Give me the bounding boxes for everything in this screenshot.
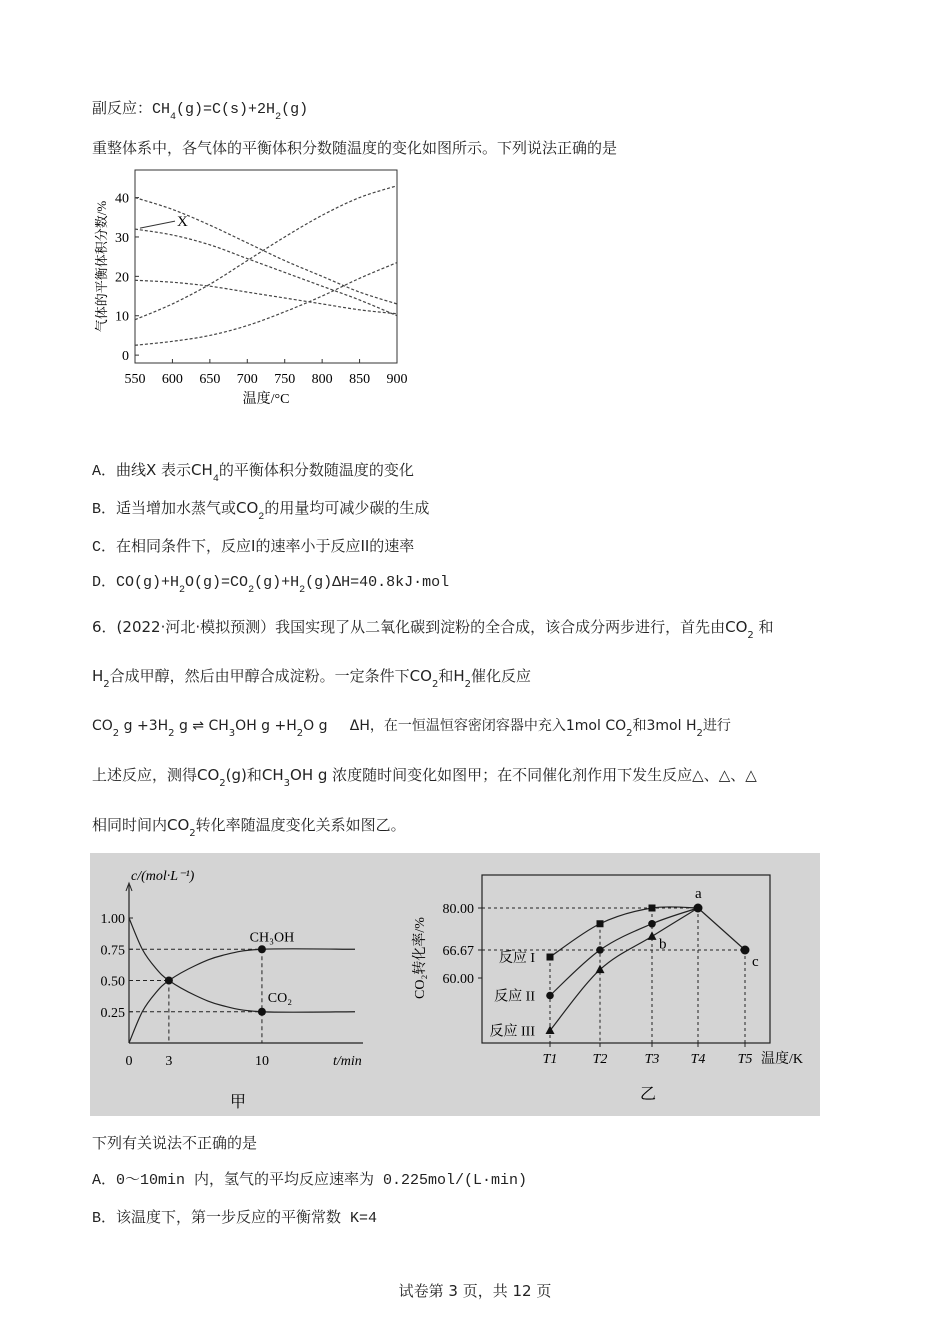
y-tick-label: 10 (115, 309, 129, 325)
plot-frame (135, 170, 397, 363)
marker-triangle (596, 965, 605, 974)
series-label-ch3oh: CH₃OH (249, 930, 295, 946)
option-d: D．$CO(g)+H_2O(g)=CO_2(g)+H_2(g)\Delta H=40.8kJ\cdot mol$ (92, 574, 450, 596)
y-tick-label: 1.00 (100, 912, 125, 927)
series-line-0-drop (698, 908, 745, 950)
marker-circle (596, 946, 604, 954)
x-tick-label: 600 (161, 372, 183, 387)
data-point (258, 945, 266, 953)
x-tick-label: 10 (254, 1054, 269, 1069)
marker-circle (546, 992, 554, 1000)
series-line-2 (550, 908, 698, 1031)
y-tick-label: 80.00 (442, 902, 474, 917)
x-tick-label: T1 (542, 1052, 558, 1067)
figure-panel (90, 853, 820, 1116)
y-tick-label: 20 (115, 270, 129, 286)
series-line-0 (129, 949, 355, 1043)
y-axis-title: CO₂转化率/% (413, 917, 428, 999)
series-label: 反应 I (498, 951, 535, 967)
y-tick-label: 40 (115, 191, 129, 207)
option-c: C．在相同条件下，反应I的速率小于反应II的速率 (92, 537, 415, 556)
q6-line5: 相同时间内$CO_2$转化率随温度变化关系如图乙。 (92, 816, 406, 839)
side-reaction: 副反应：$CH_4(g)=C(s)+2H_2(g)$ (92, 99, 309, 123)
equilibrium-fraction-chart (90, 165, 420, 410)
series-line-s4 (135, 280, 397, 313)
x-tick-label: 650 (199, 372, 221, 387)
chart-title: 乙 (639, 1086, 657, 1103)
data-point (258, 1008, 266, 1016)
q6-line2: $H_2$合成甲醇，然后由甲醇合成淀粉。一定条件下$CO_2$和$H_2$催化反应 (92, 667, 531, 690)
q6-line3: $CO_2$ $g +3H_2$ g ⇌ $CH_3OH$ $g +H_2O$ g ΔH，在一恒温恒容密闭容器中充入1mol $CO_2$和3mol $H_2$进行 (92, 718, 731, 739)
x-tick-label: 850 (349, 372, 371, 387)
y-axis-title: c/(mol·L⁻¹) (131, 869, 195, 884)
x-axis-title: t/min (333, 1054, 362, 1069)
series-label: 反应 II (494, 989, 535, 1005)
series-label: 反应 III (489, 1024, 535, 1040)
x-tick-label: T5 (737, 1052, 753, 1067)
marker-triangle (648, 931, 657, 940)
option-b: B．适当增加水蒸气或$CO_2$的用量均可减少碳的生成 (92, 499, 430, 523)
marker-square (597, 920, 604, 927)
chart-title: 甲 (229, 1094, 247, 1111)
data-point (165, 977, 173, 985)
q6-line4: 上述反应，测得$CO_2(g)$和$CH_3OH$ g 浓度随时间变化如图甲；在不同催化剂作用下发生反应△、△、△ (92, 766, 757, 789)
x-tick-label: 900 (386, 372, 408, 387)
x-tick-label: 800 (311, 372, 333, 387)
y-tick-label: 60.00 (442, 972, 474, 987)
series-line-0 (550, 907, 698, 957)
y-axis-title: 气体的平衡体积分数/% (94, 200, 109, 333)
question-2: 下列有关说法不正确的是 (92, 1134, 258, 1152)
annotation-leader (140, 221, 175, 228)
option-a: A．曲线X 表示$CH_4$的平衡体积分数随温度的变化 (92, 461, 414, 485)
page-footer: 试卷第 3 页，共 12 页 (398, 1282, 552, 1300)
point-c (741, 946, 750, 955)
point-label-b: b (659, 936, 667, 953)
x-tick-label: T3 (644, 1052, 660, 1067)
series-label-co2: CO₂ (267, 990, 293, 1006)
y-tick-label: 66.67 (442, 944, 474, 959)
conversion-temperature-chart (400, 853, 820, 1116)
x-axis-title: 温度/°C (242, 392, 290, 407)
point-label-c: c (752, 954, 759, 970)
curve-x-label: X (177, 214, 188, 231)
point-a (694, 904, 703, 913)
option2-b: B．该温度下，第一步反应的平衡常数 K=4 (92, 1210, 378, 1227)
x-tick-label: 750 (274, 372, 296, 387)
concentration-time-chart (90, 853, 390, 1116)
x-axis-title: 温度/K (761, 1052, 803, 1067)
series-line-1 (129, 918, 355, 1012)
y-tick-label: 0.25 (100, 1005, 125, 1021)
x-tick-label: 0 (125, 1054, 133, 1069)
marker-circle (648, 920, 656, 928)
x-tick-label: 3 (165, 1054, 173, 1069)
x-tick-label: 550 (124, 372, 146, 387)
y-tick-label: 0.50 (100, 974, 125, 990)
x-tick-label: T4 (690, 1052, 706, 1067)
y-tick-label: 0.75 (100, 943, 125, 959)
option2-a: A．0～10min 内，氢气的平均反应速率为 0.225mol/(L·min) (92, 1172, 528, 1189)
y-tick-label: 30 (115, 230, 129, 246)
marker-square (649, 905, 656, 912)
point-label-a: a (695, 886, 702, 902)
series-line-s5 (135, 263, 397, 346)
marker-square (547, 954, 554, 961)
q6-line1: 6．(2022·河北·模拟预测）我国实现了从二氧化碳到淀粉的全合成，该合成分两步进行，首先由$CO_2$ 和 (92, 618, 774, 641)
series-line-s2 (135, 198, 397, 304)
x-tick-label: T2 (592, 1052, 608, 1067)
series-line-s3 (135, 186, 397, 320)
x-tick-label: 700 (236, 372, 258, 387)
y-tick-label: 0 (122, 349, 129, 365)
intro-text: 重整体系中，各气体的平衡体积分数随温度的变化如图所示。下列说法正确的是 (92, 139, 618, 157)
